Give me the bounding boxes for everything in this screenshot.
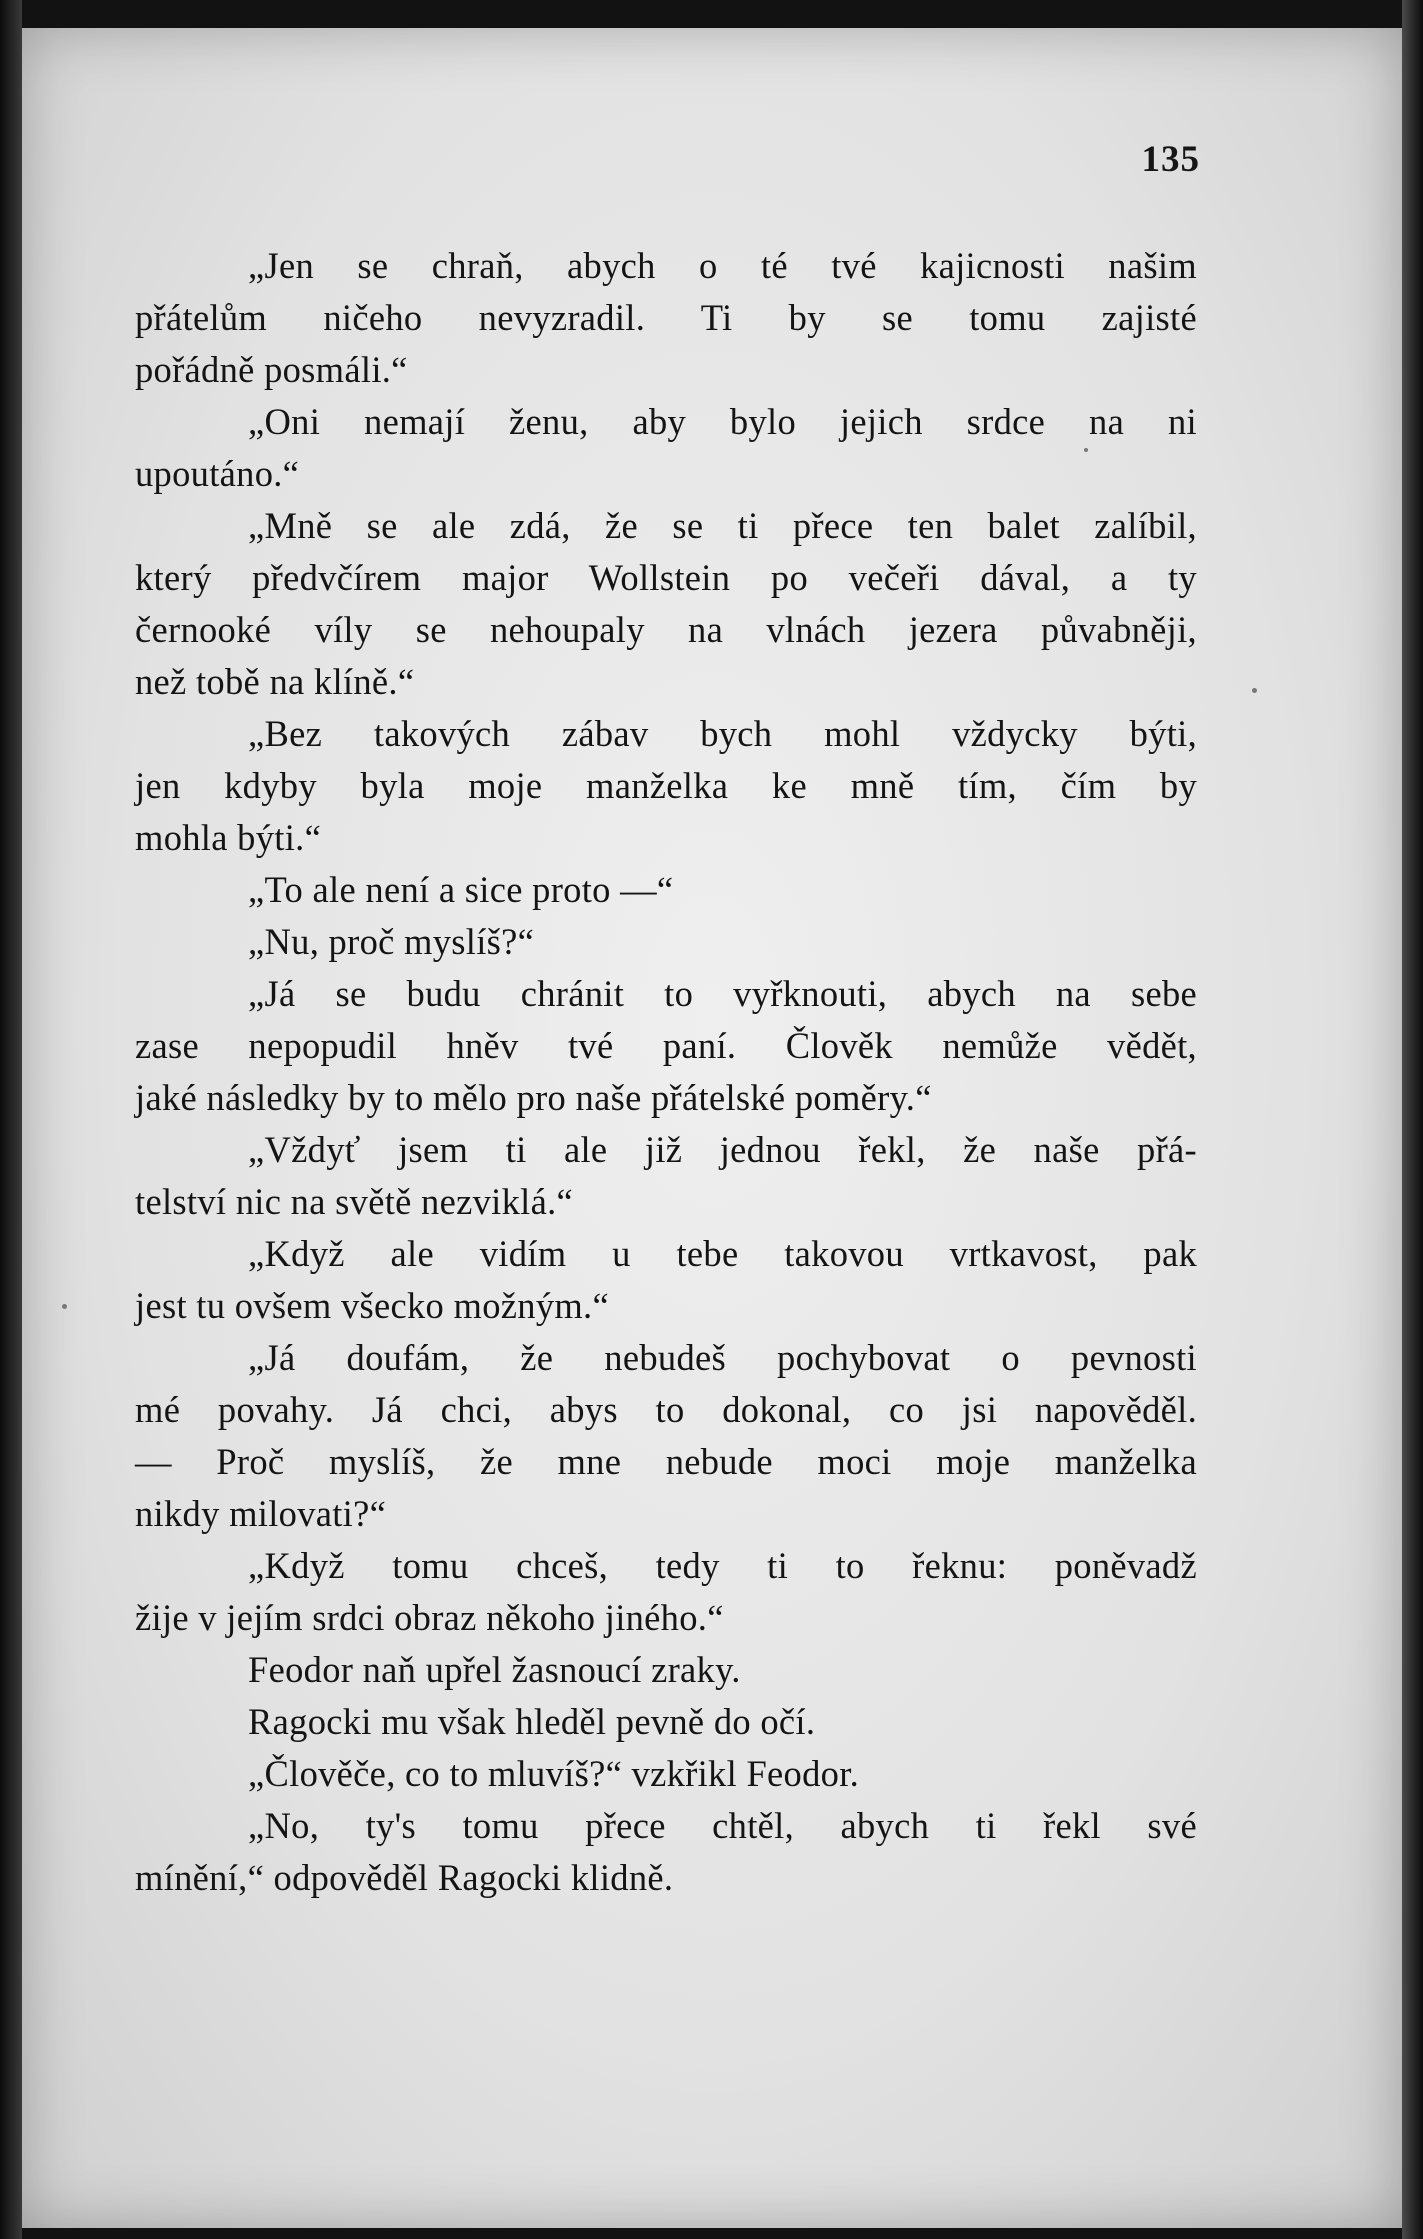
text-line: přátelům ničeho nevyzradil. Ti by se tomu zajisté xyxy=(135,297,1197,338)
text-line: „Oni nemají ženu, aby bylo jejich srdce na ni xyxy=(248,401,1197,442)
text-line: „Jen se chraň, abych o té tvé kajicnosti našim xyxy=(248,245,1197,286)
paragraph xyxy=(135,1644,1197,1696)
text-line: „No, ty's tomu přece chtěl, abych ti řekl své xyxy=(248,1805,1197,1846)
paragraph xyxy=(135,500,1197,708)
text-line: než tobě na klíně.“ xyxy=(135,661,415,702)
paragraph xyxy=(135,1124,1197,1228)
text-line: mínění,“ odpověděl Ragocki klidně. xyxy=(135,1857,674,1898)
book-gutter-edge xyxy=(0,0,22,2239)
text-line: upoutáno.“ xyxy=(135,453,300,494)
text-line: „Člověče, co to mluvíš?“ vzkřikl Feodor. xyxy=(248,1753,860,1794)
text-line: černooké víly se nehoupaly na vlnách jezera půvabněji, xyxy=(135,609,1197,650)
text-line: „Když ale vidím u tebe takovou vrtkavost, pak xyxy=(248,1233,1197,1274)
text-line: „Mně se ale zdá, že se ti přece ten balet zalíbil, xyxy=(248,505,1197,546)
text-line: mohla býti.“ xyxy=(135,817,322,858)
text-line: jest tu ovšem všecko možným.“ xyxy=(135,1285,609,1326)
text-line: pořádně posmáli.“ xyxy=(135,349,408,390)
text-line: zase nepopudil hněv tvé paní. Člověk nemůže vědět, xyxy=(135,1025,1197,1066)
text-line: Ragocki mu však hleděl pevně do očí. xyxy=(248,1701,816,1742)
text-line: jen kdyby byla moje manželka ke mně tím, čím by xyxy=(135,765,1197,806)
paragraph xyxy=(135,968,1197,1124)
paragraph xyxy=(135,396,1197,500)
paragraph xyxy=(135,1228,1197,1332)
text-line: žije v jejím srdci obraz někoho jiného.“ xyxy=(135,1597,724,1638)
text-line: Feodor naň upřel žasnoucí zraky. xyxy=(248,1649,741,1690)
text-line: nikdy milovati?“ xyxy=(135,1493,387,1534)
paragraph xyxy=(135,1696,1197,1748)
paragraph xyxy=(135,864,1197,916)
text-line: jaké následky by to mělo pro naše přátelské poměry.“ xyxy=(135,1077,932,1118)
paragraph xyxy=(135,708,1197,864)
text-line: „Já se budu chránit to vyřknouti, abych na sebe xyxy=(248,973,1197,1014)
paragraph xyxy=(135,1332,1197,1540)
text-line: „Já doufám, že nebudeš pochybovat o pevnosti xyxy=(248,1337,1197,1378)
text-line: „Vždyť jsem ti ale již jednou řekl, že naše přá- xyxy=(248,1129,1197,1170)
paragraph xyxy=(135,916,1197,968)
text-line: telství nic na světě nezviklá.“ xyxy=(135,1181,574,1222)
paragraph xyxy=(135,240,1197,396)
paper-speck xyxy=(1252,688,1257,693)
paragraph xyxy=(135,1540,1197,1644)
text-line: mé povahy. Já chci, abys to dokonal, co jsi napověděl. xyxy=(135,1389,1197,1430)
text-line: „To ale není a sice proto —“ xyxy=(248,869,674,910)
text-line: který předvčírem major Wollstein po večeři dával, a ty xyxy=(135,557,1197,598)
page-right-edge xyxy=(1402,0,1423,2239)
paper-speck xyxy=(62,1304,67,1309)
body-text xyxy=(135,240,1197,1904)
text-line: „Nu, proč myslíš?“ xyxy=(248,921,535,962)
paragraph xyxy=(135,1748,1197,1800)
text-line: „Bez takových zábav bych mohl vždycky býti, xyxy=(248,713,1197,754)
paragraph xyxy=(135,1800,1197,1904)
page-number: 135 xyxy=(1141,139,1200,180)
text-line: — Proč myslíš, že mne nebude moci moje manželka xyxy=(135,1441,1197,1482)
text-line: „Když tomu chceš, tedy ti to řeknu: poněvadž xyxy=(248,1545,1197,1586)
